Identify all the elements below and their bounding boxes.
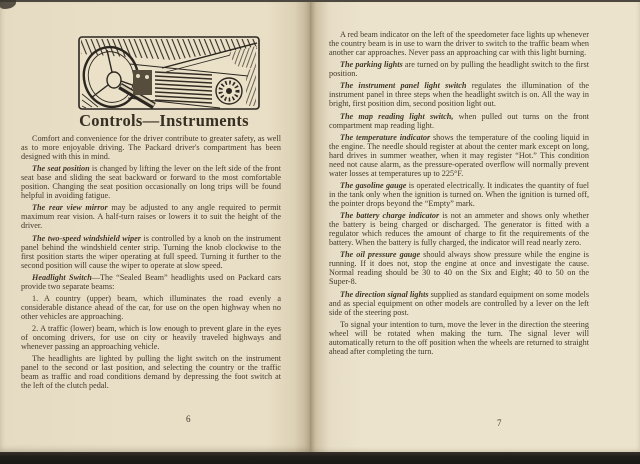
manual-paragraph: The temperature indicator shows the temperature of the cooling liquid in the engine. The needle should register at about the center mark except on long, hard drives in summer weather, when it may register “Hot.” This condition need not cause alarm, as the pressure-operated overflow will normally prevent water losses at temperatures up to 225°F. [329,132,589,178]
manual-paragraph: A red beam indicator on the left of the speedometer face lights up whenever the country beam is in use to warn the driver to switch to the traffic beam when another car approaches. Never pass an approaching car with this light burning. [329,30,589,57]
manual-paragraph: The headlights are lighted by pulling the light switch on the instrument panel to the second or last position, and selecting the country or the traffic beam as traffic and road conditions demand by depressing the foot switch at the left of the clutch pedal. [21,354,281,391]
manual-paragraph: The map reading light switch, when pulled out turns on the front compartment map reading light. [329,111,589,130]
manual-paragraph: The direction signal lights supplied as standard equipment on some models and as special equipment on other models are controlled by a lever on the left side of the steering post. [329,289,590,317]
manual-paragraph: To signal your intention to turn, move the lever in the direction the steering wheel will be rotated when making the turn. The signal lever will automatically return to the off position when the wheels are returned to straight ahead after completing the turn. [329,319,589,356]
dashboard-illustration [78,36,260,110]
left-text-column [21,134,281,390]
manual-list-item: 2. A traffic (lower) beam, which is low enough to prevent glare in the eyes of oncoming drivers, for use on city or heavily traveled highways and whenever passing an approaching vehicle. [21,324,281,352]
manual-paragraph: Headlight Switch—The “Sealed Beam” headlights used on Packard cars provide two separate beams: [21,272,281,291]
manual-paragraph: The oil pressure gauge should always show pressure while the engine is running. If it does not, stop the engine at once and investigate the cause. Normal reading should be 30 to 40 on the Six and Eight; 40 to 50 on the Super-8. [329,250,589,287]
page-number-right: 7 [497,418,502,428]
manual-paragraph: The rear view mirror may be adjusted to any angle required to permit maximum rear vision. A half-turn raises or lowers it to suit the height of the driver. [21,203,281,231]
manual-paragraph: The seat position is changed by lifting the lever on the left side of the front seat base and sliding the seat backward or forward to the most comfortable position. Changing the seat position occasionally on long trips will be found helpful in avoiding fatigue. [21,164,281,201]
manual-paragraph: The instrument panel light switch regulates the illumination of the instrument panel in three steps when the headlight switch is on. All the way in bright, first position dim, second position light out. [329,81,590,109]
manual-paragraph: The two-speed windshield wiper is controlled by a knob on the instrument panel behind the windshield center strip. Turning the knob clockwise to the first position starts the wiper operating at full speed. Turning it further to the second position will cause the wiper to operate at slow speed. [21,233,281,270]
manual-paragraph: The parking lights are turned on by pulling the headlight switch to the first position. [329,60,589,79]
page-title: Controls—Instruments [79,111,249,130]
manual-paragraph: The gasoline gauge is operated electrically. It indicates the quantity of fuel in the tank only when the ignition is turned on. When the ignition is turned off, the pointer drops beyond the “Empty” mark. [329,180,589,208]
scanner-background [0,452,640,464]
manual-page-right [310,2,640,454]
manual-paragraph: Comfort and convenience for the driver contribute to greater safety, as well as to more enjoyable driving. The Packard driver's compartment has been designed with this in mind. [21,134,281,161]
manual-paragraph: The battery charge indicator is not an ammeter and shows only whether the battery is being charged or discharged. The generator is fitted with a regulator which reduces the amount of charge to fit the requirements of the battery. When the battery is fully charged, the indicator will read nearly zero. [329,211,589,248]
manual-page-left [0,2,310,454]
page-number-left: 6 [186,414,191,424]
right-text-column [329,30,589,356]
manual-list-item: 1. A country (upper) beam, which illuminates the road evenly a considerable distance ahead of the car, for use on the open highway when no other vehicles are approaching. [21,293,281,321]
